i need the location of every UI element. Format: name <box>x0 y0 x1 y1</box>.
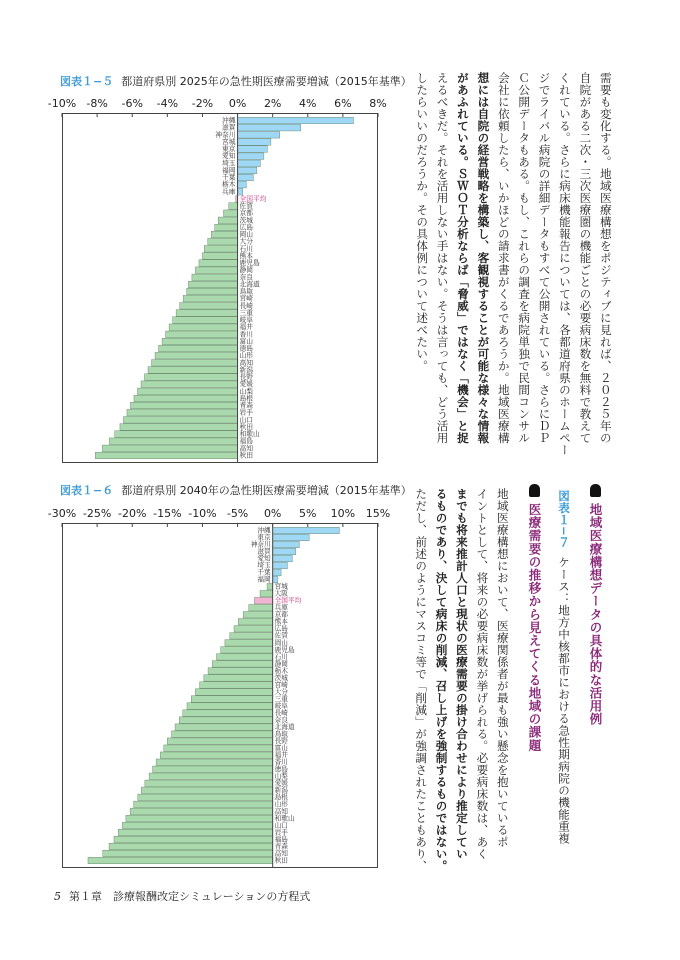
figure6-bar-label: 愛知 <box>257 554 271 563</box>
text-column: 地域医療構想において、医療関係者が最も強い懸念を抱いているポ <box>495 488 510 848</box>
figure6-tick-label: -15% <box>153 507 182 520</box>
figure6-bar-label: 岐阜 <box>274 701 288 710</box>
figure6-bar <box>103 850 273 856</box>
figure6-bar-label: 島根 <box>274 793 288 802</box>
section-heading <box>586 484 604 726</box>
figure7-text: ケース：地方中核都市における急性期病院の機能重複 <box>557 556 571 845</box>
figure6-bar <box>175 724 273 730</box>
figure5-bar <box>208 238 238 245</box>
figure5-bar-label: 栃木 <box>222 180 236 189</box>
figure5-bar-label: 鳥取 <box>239 287 254 296</box>
figure6-bar-label: 鳥取 <box>274 730 288 739</box>
figure6-tick-label: -30% <box>47 507 77 520</box>
figure5-bar-label: 東京 <box>222 145 236 154</box>
figure5-bar <box>238 139 271 146</box>
figure5-bar-label: 福岡 <box>222 166 236 175</box>
figure6-bar-label: 山口 <box>274 821 288 830</box>
page-footer <box>54 888 310 904</box>
figure6-bar <box>153 766 273 772</box>
figure5-tick-label: -4% <box>156 97 179 110</box>
figure6-bar-label: 三重 <box>274 694 288 703</box>
figure6-bar-label: 神奈川 <box>250 540 271 549</box>
figure5-bar <box>127 409 238 416</box>
figure5-bar-label: 京都 <box>239 209 254 218</box>
figure5-bar-label: 熊本 <box>239 251 254 260</box>
figure5-chart <box>47 95 387 465</box>
figure5-bar <box>238 181 247 188</box>
figure6-tick-label: 5% <box>299 507 317 520</box>
figure6-chart <box>47 505 391 870</box>
figure5-bar-label: 岐阜 <box>239 316 254 325</box>
figure6-bar <box>195 689 272 695</box>
figure5-tick-label: -10% <box>47 97 77 110</box>
figure6-bar-label: 山梨 <box>274 772 288 781</box>
figure6-bar <box>216 654 272 660</box>
figure5-bar <box>211 231 237 238</box>
figure5-bar <box>218 217 237 224</box>
figure5-bar-label: 福島 <box>239 437 254 446</box>
text-column: ただし、前述のようにマスコミ等で「削減」が強調されたこともあり、 <box>414 488 429 872</box>
figure5-bar <box>148 367 238 374</box>
figure5-bar-label: 山梨 <box>239 387 254 396</box>
figure5-bar-label: 宮城 <box>222 137 236 146</box>
figure6-caption <box>60 482 412 498</box>
figure6-tick-label: -20% <box>118 507 147 520</box>
figure5-bar-label: 静岡 <box>239 266 254 275</box>
figure5-bar-label: 福井 <box>239 323 254 332</box>
text-column: があふれている。ＳＷＯＴ分析ならば「脅威」ではなく「機会」と捉 <box>455 72 470 444</box>
figure6-bar <box>204 675 273 681</box>
figure5-bar-label: 兵庫 <box>222 187 236 196</box>
figure6-bar-label: 青森 <box>274 842 288 851</box>
text-column: 需要も変化する。地域医療構想をポジティブに見れば、２０２５年の <box>598 72 613 444</box>
figure6-bar <box>273 534 310 540</box>
figure5-bar <box>238 160 261 167</box>
figure6-bar-label: 岩手 <box>274 828 288 837</box>
figure6-bar-label: 熊本 <box>274 617 288 626</box>
figure6-bar <box>122 822 272 828</box>
figure5-bar-label: 大分 <box>239 237 254 246</box>
figure5-bar <box>162 338 237 345</box>
figure5-bar <box>166 331 238 338</box>
figure6-bar <box>249 605 273 611</box>
figure5-bar <box>238 117 354 124</box>
figure5-tick-label: 2% <box>263 97 282 110</box>
figure6-bar-label: 福島 <box>274 835 288 844</box>
figure6-bar <box>164 745 273 751</box>
figure6-bar-label: 東京 <box>257 533 271 542</box>
figure6-bar <box>254 598 272 604</box>
figure5-bar <box>109 438 237 445</box>
figure6-bar <box>109 843 273 849</box>
figure6-bar <box>273 555 293 561</box>
figure5-bar <box>224 210 238 217</box>
figure5-bar <box>215 224 238 231</box>
figure7-label: 図表１−７ <box>557 490 571 549</box>
figure6-bar-label: 全国平均 <box>274 596 302 605</box>
figure5-bar <box>173 317 238 324</box>
figure5-bar-label: 滋賀 <box>222 123 236 132</box>
text-column: したらいいのだろうか。その具体例について述べたい。 <box>415 72 430 372</box>
figure6-tick-label: -10% <box>188 507 217 520</box>
figure6-bar <box>138 794 273 800</box>
text-column: までも将来推計人口と現状の医療需要の掛け合わせにより推定してい <box>454 488 469 860</box>
figure6-bar-label: 長野 <box>274 737 288 746</box>
figure6-bar <box>273 562 288 568</box>
figure6-bar-label: 沖縄 <box>257 526 271 535</box>
figure6-bar-label: 福岡 <box>257 575 271 584</box>
figure6-bar-label: 広島 <box>274 624 288 633</box>
figure6-bar-label: 高知 <box>274 849 288 858</box>
figure5-title: 都道府県別 2025年の急性期医療需要増減（2015年基準） <box>121 75 412 88</box>
figure6-bar <box>88 857 273 863</box>
figure5-bar-label: 山口 <box>239 415 254 424</box>
figure5-bar <box>238 124 301 131</box>
figure5-bar <box>238 132 280 139</box>
figure5-bar-label: 秋田 <box>239 422 254 431</box>
figure5-bar <box>155 352 238 359</box>
figure5-bar-label: 鹿児島 <box>239 259 260 268</box>
figure5-bar <box>199 260 238 267</box>
figure6-bar-label: 埼玉 <box>257 561 271 570</box>
figure6-tick-label: -25% <box>82 507 112 520</box>
figure6-bar <box>267 583 273 589</box>
figure6-bar-label: 静岡 <box>274 659 288 668</box>
figure6-bar <box>183 710 273 716</box>
figure7-line <box>556 490 572 844</box>
figure6-bar-label: 新潟 <box>274 786 288 795</box>
figure6-bar-label: 山形 <box>274 800 288 809</box>
figure5-bar-label: 石川 <box>239 244 254 253</box>
figure6-bar <box>126 815 273 821</box>
figure6-bar-label: 長崎 <box>274 708 288 717</box>
figure5-bar <box>137 388 237 395</box>
figure5-bar-label: 茨城 <box>239 216 254 225</box>
figure5-bar-label: 全国平均 <box>239 194 267 203</box>
figure5-bar-label: 北海道 <box>239 280 260 289</box>
figure5-bar <box>238 167 257 174</box>
figure6-bar <box>187 703 273 709</box>
figure6-bar-label: 北海道 <box>274 723 295 732</box>
figure6-bar <box>149 773 273 779</box>
figure6-bar <box>145 780 273 786</box>
subsection-heading-text: 医療需要の推移から見えてくる地域の課題 <box>527 503 542 752</box>
figure5-bar-label: 秋田 <box>239 451 254 460</box>
subsection-heading <box>525 484 543 752</box>
figure5-bar-label: 千葉 <box>222 173 236 182</box>
figure6-bar-label: 兵庫 <box>274 603 288 612</box>
figure5-bar <box>141 381 238 388</box>
figure6-bar <box>141 787 272 793</box>
figure6-bar-label: 岡山 <box>274 638 288 647</box>
footer-chapter: 第１章 診療報酬改定シミュレーションの方程式 <box>69 890 311 903</box>
figure6-bar <box>238 619 272 625</box>
figure6-bar-label: 高知 <box>274 807 288 816</box>
figure6-bar-label: 徳島 <box>274 765 288 774</box>
figure6-bar <box>221 647 273 653</box>
figure6-bar-label: 福井 <box>274 751 288 760</box>
figure5-bar <box>238 153 264 160</box>
figure5-bar-label: 青森 <box>239 401 254 410</box>
figure5-bar-label: 新潟 <box>239 365 254 374</box>
figure6-bar-label: 奈良 <box>274 715 288 724</box>
figure5-bar <box>95 452 237 459</box>
figure5-bar-label: 沖縄 <box>222 116 236 125</box>
figure6-bar-label: 石川 <box>274 652 288 661</box>
figure5-tick-label: 8% <box>369 97 387 110</box>
figure5-bar <box>115 431 238 438</box>
figure5-tick-label: -8% <box>86 97 108 110</box>
figure6-bar <box>230 633 273 639</box>
figure6-bar-label: 和歌山 <box>274 814 295 823</box>
figure5-bar-label: 和歌山 <box>239 430 260 439</box>
figure5-bar <box>202 253 237 260</box>
figure5-label: 図表１−５ <box>60 75 114 88</box>
figure6-bar <box>260 590 273 596</box>
figure5-bar-label: 島根 <box>239 394 254 403</box>
figure6-tick-label: 15% <box>365 507 391 520</box>
page-number: 5 <box>54 890 61 903</box>
figure6-bar-label: 秋田 <box>274 856 288 865</box>
figure5-bar <box>169 324 237 331</box>
figure5-bar-label: 宮崎 <box>239 294 254 303</box>
figure6-label: 図表１−６ <box>60 484 114 497</box>
text-column: Ｃ公開データもある。もし、これらの調査を病院単独で民間コンサル <box>517 72 532 444</box>
figure5-bar-label: 奈良 <box>239 273 254 282</box>
section-heading-text: 地域医療構想データの具体的な活用例 <box>588 503 603 726</box>
figure5-bar-label: 山形 <box>239 351 254 360</box>
text-column: ジでライバル病院の詳細データもすべて公開されている。さらにＤＰ <box>537 72 552 444</box>
figure5-caption <box>60 73 412 89</box>
figure6-bar-label: 栃木 <box>274 666 288 675</box>
figure5-bar-label: 三重 <box>239 308 254 317</box>
figure6-bar <box>167 738 272 744</box>
figure5-bar-label: 愛知 <box>222 152 236 161</box>
figure5-tick-label: 0% <box>228 97 247 110</box>
figure5-bar-label: 高知 <box>239 444 254 453</box>
figure5-bar <box>123 417 237 424</box>
text-column: るものであり、決して病床の削減、召し上げを強制するものではない。 <box>434 488 449 872</box>
figure6-tick-label: -5% <box>226 507 249 520</box>
figure6-bar <box>200 682 273 688</box>
figure6-bar <box>191 696 272 702</box>
figure6-bar <box>134 801 273 807</box>
figure5-bar <box>238 146 268 153</box>
figure6-bar-label: 佐賀 <box>274 631 288 640</box>
figure6-bar <box>156 759 273 765</box>
figure6-bar-label: 宮崎 <box>274 680 288 689</box>
figure6-bar <box>234 626 273 632</box>
figure5-bar-label: 岡山 <box>239 230 254 239</box>
figure6-bar <box>179 717 272 723</box>
figure5-bar-label: 岩手 <box>239 408 254 417</box>
pawn-icon <box>590 484 601 497</box>
figure6-bar <box>172 731 273 737</box>
text-column: えるべきだ。それを活用しない手はない。そうは言っても、どう活用 <box>435 72 450 444</box>
figure6-tick-label: 0% <box>263 507 282 520</box>
figure5-bar <box>204 246 237 253</box>
figure6-bar-label: 鹿児島 <box>274 645 295 654</box>
figure6-bar <box>118 829 272 835</box>
figure5-bar <box>145 374 238 381</box>
figure5-bar <box>176 310 237 317</box>
figure6-bar-label: 茨城 <box>274 673 288 682</box>
pawn-icon <box>529 484 540 497</box>
figure5-bar <box>180 303 238 310</box>
figure5-bar <box>195 267 237 274</box>
text-column: イントとして、将来の必要病床数が挙げられる。必要病床数は、あく <box>475 488 490 860</box>
figure5-bar-label: 香川 <box>239 330 254 339</box>
figure6-bar-label: 京都 <box>274 610 288 619</box>
figure6-bar-label: 大阪 <box>274 589 288 598</box>
figure6-bar-label: 宮城 <box>274 582 288 591</box>
figure6-bar-label: 香川 <box>274 758 288 767</box>
figure5-bar-label: 愛媛 <box>239 380 254 389</box>
figure5-bar-label: 埼玉 <box>222 159 236 168</box>
text-column: 想には自院の経営戦略を構築し、客観視することが可能な様々な情報 <box>476 72 491 444</box>
figure5-bar-label: 富山 <box>239 337 254 346</box>
figure5-bar <box>152 360 238 367</box>
figure5-bar-label: 高知 <box>239 358 254 367</box>
figure6-bar <box>208 668 273 674</box>
figure5-bar-label: 神奈川 <box>215 130 236 139</box>
figure6-bar <box>225 640 273 646</box>
text-column: 会社に依頼したら、いかほどの請求書がくるであろうか。地域医療構 <box>496 72 511 444</box>
figure5-bar <box>134 395 238 402</box>
figure5-bar-label: 長野 <box>239 373 254 382</box>
figure5-bar-label: 佐賀 <box>239 202 254 211</box>
figure5-bar <box>229 203 238 210</box>
figure5-bar <box>120 424 238 431</box>
figure5-tick-label: -6% <box>121 97 143 110</box>
figure6-bar <box>114 836 273 842</box>
figure6-tick-label: 10% <box>330 507 356 520</box>
figure5-bar-label: 徳島 <box>239 344 254 353</box>
figure6-bar <box>273 548 296 554</box>
figure5-bar <box>159 345 238 352</box>
figure6-bar <box>273 527 340 533</box>
figure6-bar <box>130 808 273 814</box>
figure6-bar <box>273 541 300 547</box>
figure6-bar-label: 滋賀 <box>257 547 271 556</box>
figure6-bar <box>212 661 272 667</box>
figure5-tick-label: 4% <box>299 97 317 110</box>
figure5-bar-label: 長崎 <box>239 301 254 310</box>
figure5-tick-label: -2% <box>191 97 214 110</box>
figure6-bar-label: 千葉 <box>257 568 271 577</box>
figure6-bar-label: 愛媛 <box>274 779 288 788</box>
figure5-bar <box>192 274 238 281</box>
figure5-bar <box>187 288 238 295</box>
figure5-bar <box>130 402 237 409</box>
text-column: くれている。さらに病床機能報告については、各都道府県のホームペー <box>557 72 572 456</box>
figure6-title: 都道府県別 2040年の急性期医療需要増減（2015年基準） <box>121 484 412 497</box>
text-column: 自院がある二次・三次医療圏の機能ごとの必要病床数を無料で教えて <box>578 72 593 444</box>
figure5-bar <box>102 445 237 452</box>
figure6-bar-label: 大分 <box>274 687 288 696</box>
figure5-bar <box>183 295 237 302</box>
figure5-bar <box>238 174 254 181</box>
figure5-tick-label: 6% <box>334 97 352 110</box>
figure6-bar-label: 富山 <box>274 744 288 753</box>
figure5-bar-label: 広島 <box>239 223 254 232</box>
figure6-bar <box>243 612 272 618</box>
figure6-bar <box>273 569 281 575</box>
figure6-bar <box>160 752 272 758</box>
figure5-bar <box>188 281 237 288</box>
